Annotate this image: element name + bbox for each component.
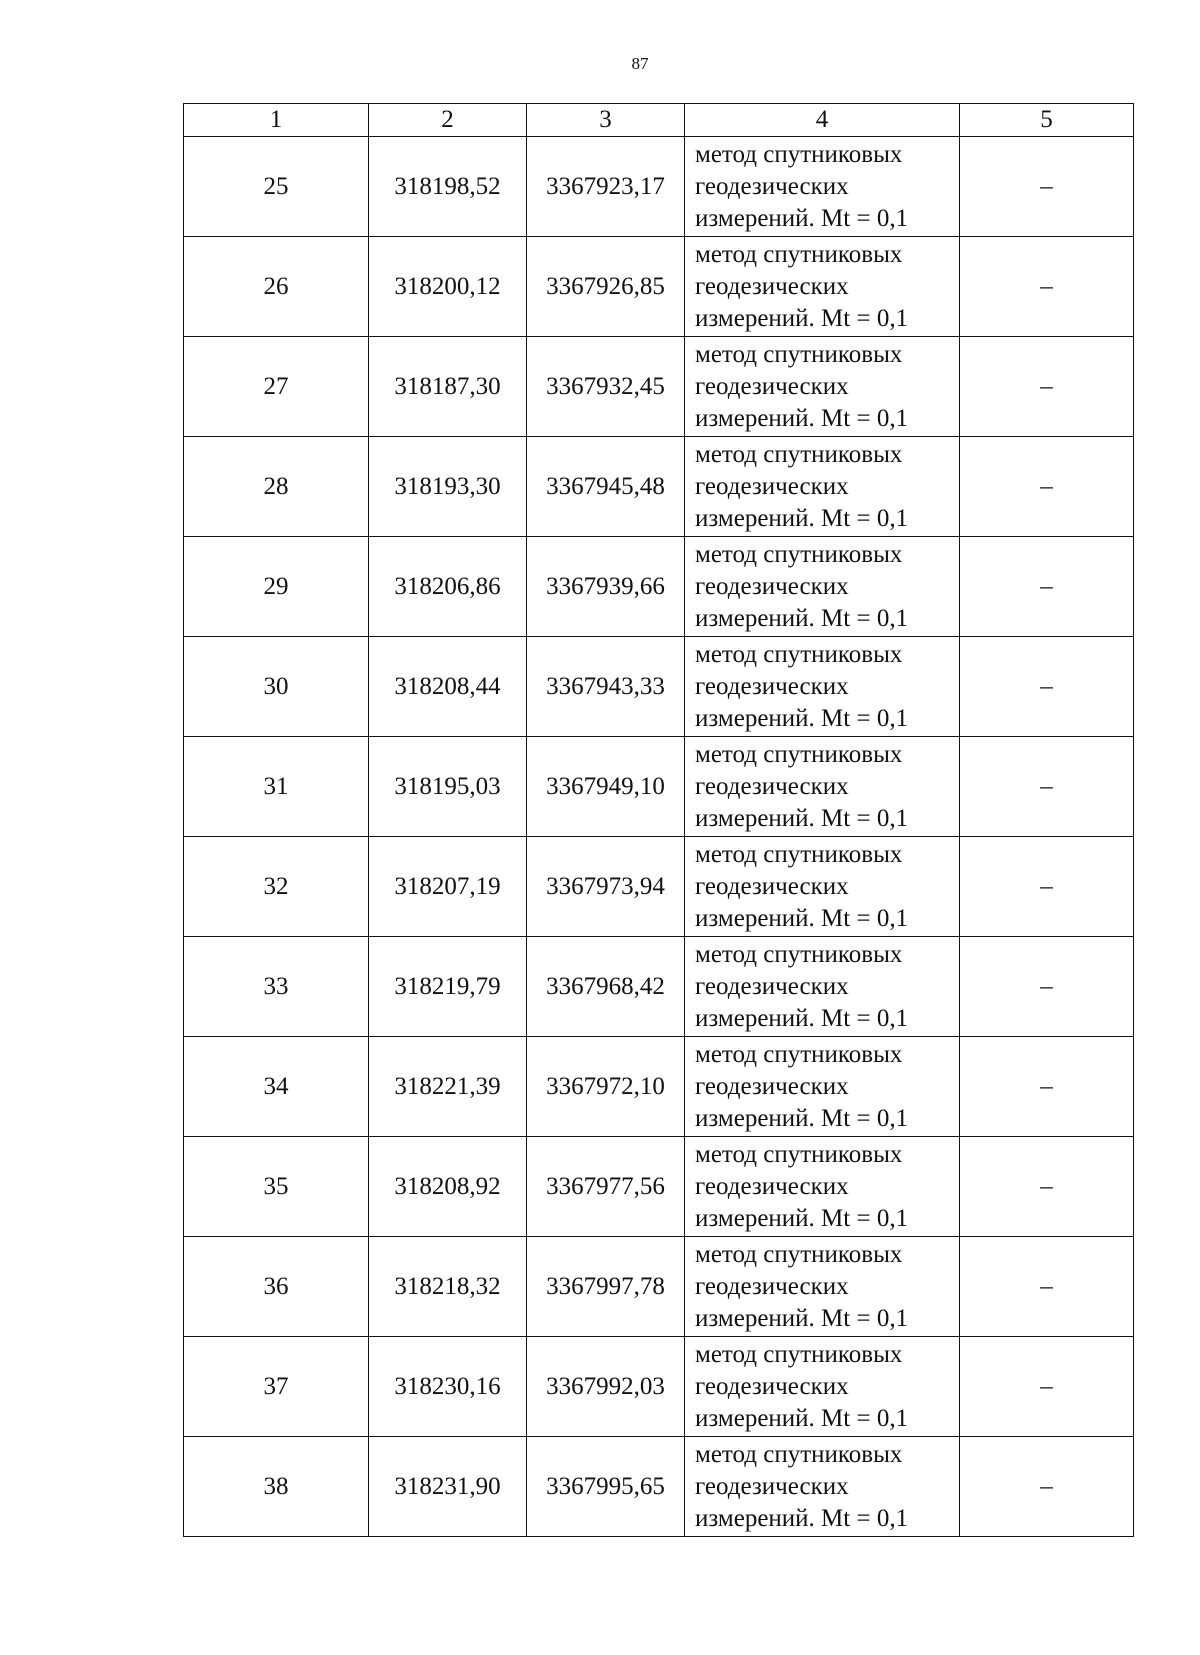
note-cell: – xyxy=(960,1237,1134,1337)
method-line: геодезических xyxy=(695,672,849,700)
method-line: измерений. Mt = 0,1 xyxy=(695,1104,909,1132)
point-number-cell: 32 xyxy=(184,837,369,937)
method-line: измерений. Mt = 0,1 xyxy=(695,504,909,532)
method-line: геодезических xyxy=(695,1172,849,1200)
x-coordinate-cell: 318206,86 xyxy=(369,537,527,637)
point-number-cell: 35 xyxy=(184,1137,369,1237)
page-number: 87 xyxy=(631,54,649,73)
point-number-cell: 34 xyxy=(184,1037,369,1137)
header-col-3: 3 xyxy=(527,104,685,137)
y-coordinate-cell: 3367977,56 xyxy=(527,1137,685,1237)
note-cell: – xyxy=(960,437,1134,537)
x-coordinate-cell: 318187,30 xyxy=(369,337,527,437)
method-line: геодезических xyxy=(695,1372,849,1400)
point-number-cell: 27 xyxy=(184,337,369,437)
note-cell: – xyxy=(960,1337,1134,1437)
y-coordinate-cell: 3367945,48 xyxy=(527,437,685,537)
method-line: геодезических xyxy=(695,172,849,200)
note-cell: – xyxy=(960,1037,1134,1137)
method-line: метод спутниковых xyxy=(695,740,903,768)
table-row xyxy=(184,537,1134,637)
y-coordinate-cell: 3367972,10 xyxy=(527,1037,685,1137)
method-cell xyxy=(685,637,960,737)
y-coordinate-cell: 3367949,10 xyxy=(527,737,685,837)
x-coordinate-cell: 318208,44 xyxy=(369,637,527,737)
y-coordinate-cell: 3367939,66 xyxy=(527,537,685,637)
header-col-5: 5 xyxy=(960,104,1134,137)
method-line: геодезических xyxy=(695,472,849,500)
table-row xyxy=(184,1037,1134,1137)
table-row xyxy=(184,1437,1134,1537)
method-line: измерений. Mt = 0,1 xyxy=(695,1504,909,1532)
x-coordinate-cell: 318230,16 xyxy=(369,1337,527,1437)
method-line: измерений. Mt = 0,1 xyxy=(695,604,909,632)
method-cell xyxy=(685,337,960,437)
method-line: измерений. Mt = 0,1 xyxy=(695,1304,909,1332)
method-cell xyxy=(685,1337,960,1437)
point-number-cell: 33 xyxy=(184,937,369,1037)
table-row xyxy=(184,1237,1134,1337)
x-coordinate-cell: 318207,19 xyxy=(369,837,527,937)
table-row xyxy=(184,837,1134,937)
y-coordinate-cell: 3367932,45 xyxy=(527,337,685,437)
method-line: метод спутниковых xyxy=(695,440,903,468)
note-cell: – xyxy=(960,137,1134,237)
method-cell xyxy=(685,737,960,837)
x-coordinate-cell: 318231,90 xyxy=(369,1437,527,1537)
method-cell xyxy=(685,837,960,937)
table-row xyxy=(184,737,1134,837)
method-line: геодезических xyxy=(695,372,849,400)
method-line: метод спутниковых xyxy=(695,240,903,268)
y-coordinate-cell: 3367992,03 xyxy=(527,1337,685,1437)
note-cell: – xyxy=(960,337,1134,437)
method-line: геодезических xyxy=(695,272,849,300)
x-coordinate-cell: 318218,32 xyxy=(369,1237,527,1337)
method-cell xyxy=(685,1037,960,1137)
method-line: метод спутниковых xyxy=(695,1240,903,1268)
method-line: геодезических xyxy=(695,572,849,600)
method-line: метод спутниковых xyxy=(695,1440,903,1468)
x-coordinate-cell: 318193,30 xyxy=(369,437,527,537)
x-coordinate-cell: 318208,92 xyxy=(369,1137,527,1237)
x-coordinate-cell: 318219,79 xyxy=(369,937,527,1037)
point-number-cell: 25 xyxy=(184,137,369,237)
method-cell xyxy=(685,537,960,637)
method-cell xyxy=(685,937,960,1037)
header-col-4: 4 xyxy=(685,104,960,137)
method-cell xyxy=(685,437,960,537)
table-header xyxy=(184,104,1134,137)
method-cell xyxy=(685,137,960,237)
method-line: измерений. Mt = 0,1 xyxy=(695,1004,909,1032)
method-line: метод спутниковых xyxy=(695,1040,903,1068)
table-row xyxy=(184,437,1134,537)
method-line: геодезических xyxy=(695,772,849,800)
table-row xyxy=(184,337,1134,437)
point-number-cell: 26 xyxy=(184,237,369,337)
point-number-cell: 30 xyxy=(184,637,369,737)
method-cell xyxy=(685,1137,960,1237)
point-number-cell: 38 xyxy=(184,1437,369,1537)
y-coordinate-cell: 3367923,17 xyxy=(527,137,685,237)
method-line: измерений. Mt = 0,1 xyxy=(695,804,909,832)
method-line: измерений. Mt = 0,1 xyxy=(695,704,909,732)
method-line: метод спутниковых xyxy=(695,640,903,668)
note-cell: – xyxy=(960,937,1134,1037)
y-coordinate-cell: 3367995,65 xyxy=(527,1437,685,1537)
table-row xyxy=(184,137,1134,237)
note-cell: – xyxy=(960,1437,1134,1537)
x-coordinate-cell: 318200,12 xyxy=(369,237,527,337)
note-cell: – xyxy=(960,637,1134,737)
x-coordinate-cell: 318198,52 xyxy=(369,137,527,237)
header-row xyxy=(184,104,1134,137)
table-row xyxy=(184,237,1134,337)
note-cell: – xyxy=(960,537,1134,637)
note-cell: – xyxy=(960,737,1134,837)
method-line: геодезических xyxy=(695,1072,849,1100)
method-line: геодезических xyxy=(695,1272,849,1300)
point-number-cell: 28 xyxy=(184,437,369,537)
method-line: геодезических xyxy=(695,1472,849,1500)
method-cell xyxy=(685,1437,960,1537)
method-line: метод спутниковых xyxy=(695,340,903,368)
method-line: метод спутниковых xyxy=(695,540,903,568)
method-line: измерений. Mt = 0,1 xyxy=(695,404,909,432)
note-cell: – xyxy=(960,237,1134,337)
point-number-cell: 31 xyxy=(184,737,369,837)
point-number-cell: 36 xyxy=(184,1237,369,1337)
method-line: метод спутниковых xyxy=(695,140,903,168)
method-line: метод спутниковых xyxy=(695,1340,903,1368)
table-row xyxy=(184,1337,1134,1437)
y-coordinate-cell: 3367943,33 xyxy=(527,637,685,737)
table-row xyxy=(184,637,1134,737)
method-line: измерений. Mt = 0,1 xyxy=(695,1204,909,1232)
method-cell xyxy=(685,237,960,337)
x-coordinate-cell: 318195,03 xyxy=(369,737,527,837)
method-line: геодезических xyxy=(695,872,849,900)
method-line: измерений. Mt = 0,1 xyxy=(695,304,909,332)
y-coordinate-cell: 3367968,42 xyxy=(527,937,685,1037)
method-line: измерений. Mt = 0,1 xyxy=(695,904,909,932)
method-cell xyxy=(685,1237,960,1337)
method-line: метод спутниковых xyxy=(695,940,903,968)
table-row xyxy=(184,937,1134,1037)
method-line: метод спутниковых xyxy=(695,1140,903,1168)
method-line: метод спутниковых xyxy=(695,840,903,868)
header-col-1: 1 xyxy=(184,104,369,137)
table-row xyxy=(184,1137,1134,1237)
note-cell: – xyxy=(960,1137,1134,1237)
y-coordinate-cell: 3367973,94 xyxy=(527,837,685,937)
coordinates-table xyxy=(183,103,1134,1537)
table-body xyxy=(184,137,1134,1537)
point-number-cell: 37 xyxy=(184,1337,369,1437)
method-line: измерений. Mt = 0,1 xyxy=(695,204,909,232)
x-coordinate-cell: 318221,39 xyxy=(369,1037,527,1137)
point-number-cell: 29 xyxy=(184,537,369,637)
method-line: измерений. Mt = 0,1 xyxy=(695,1404,909,1432)
note-cell: – xyxy=(960,837,1134,937)
method-line: геодезических xyxy=(695,972,849,1000)
y-coordinate-cell: 3367997,78 xyxy=(527,1237,685,1337)
header-col-2: 2 xyxy=(369,104,527,137)
y-coordinate-cell: 3367926,85 xyxy=(527,237,685,337)
